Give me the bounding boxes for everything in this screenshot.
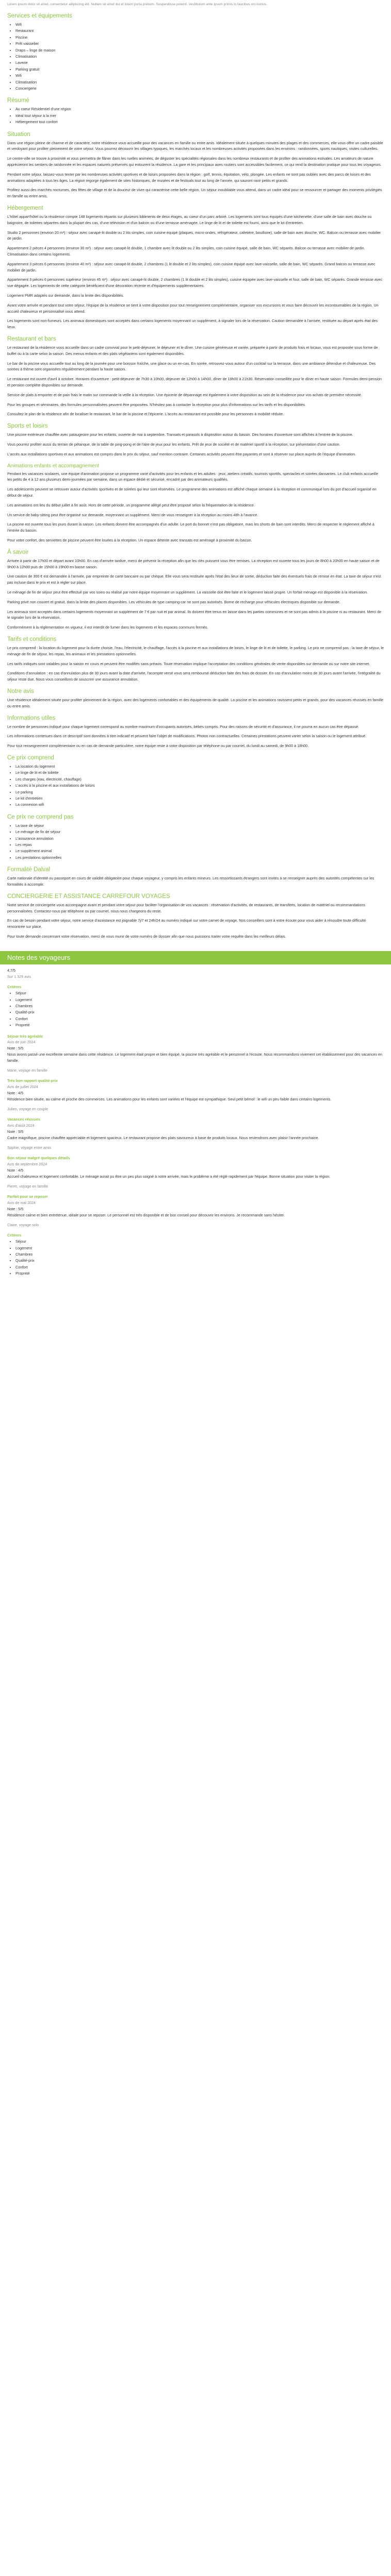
services-list xyxy=(7,22,384,92)
ce-prix-list xyxy=(7,764,384,808)
hebergement-heading: Hébergement xyxy=(7,205,43,212)
review-date: Avis d'août 2024 xyxy=(7,1123,35,1128)
list-item: • Chambres xyxy=(15,1003,384,1009)
hebergement-paragraph: Logement PMR adaptés sur demande, dans la limite des disponibilités. xyxy=(7,293,124,298)
list-item: • Draps – linge de maison xyxy=(15,47,384,54)
list-item: • Laverie xyxy=(15,60,384,66)
notre-avis-paragraph: Une résidence idéalement située pour profiter pleinement de la région, avec des logements confortables et des équipements de qualité. La piscine et les animations ravissent petits et grands, pour des vacances réussies en famille ou entre amis. xyxy=(7,697,384,708)
ne-comprend-pas-list xyxy=(7,823,384,861)
review-text: Résidence bien située, au calme et proche des commerces. Les animations pour les enfants sont variées et l'équipe est sympathique. Seul petit bémol : le wifi un peu faible dans certains logements. xyxy=(7,1096,332,1101)
list-item: • L'accès à la piscine et aux installations de loisirs xyxy=(15,783,384,789)
review-rating: Note : 5/5 xyxy=(7,1129,24,1134)
situation-paragraph: Profitez aussi des marchés nocturnes, des fêtes de village et de la douceur de vivre qui caractérise cette belle région. Un séjour inoubliable vous attend, dans un cadre idéal pour se ressourcer et partager des moments privilégiés en famille ou entre amis. xyxy=(7,188,382,199)
review-date: Avis de juillet 2024 xyxy=(7,1084,38,1090)
criteria-heading: Critères xyxy=(7,985,22,990)
review-author: Sophie, voyage entre amis xyxy=(7,1145,52,1150)
list-item: • Logement xyxy=(15,1245,384,1251)
review-text: Résidence calme et bien entretenue, idéale pour se reposer. Le personnel est très disponible et de bon conseil pour découvrir les environs. Je recommande sans hésiter. xyxy=(7,1212,285,1217)
review-title: Bon séjour malgré quelques détails xyxy=(7,1156,70,1161)
review-rating: Note : 5/5 xyxy=(7,1046,24,1051)
hebergement-paragraph: Studio 2 personnes (environ 20 m²) : séjour avec canapé-lit double ou 2 lits simples, coin cuisine équipé (plaques, micro-ondes, réfrigérateur, cafetière, bouilloire), salle de bain avec douche, WC. Balcon ou terrasse avec mobilier de jardin. xyxy=(7,230,381,241)
list-item: • Séjour xyxy=(15,1239,384,1245)
list-item: • Prêt vaisselier xyxy=(15,41,384,47)
list-item: • Logement xyxy=(15,997,384,1003)
restaurant-paragraph: Le restaurant de la résidence vous accueille dans un cadre convivial pour le petit-déjeuner, le déjeuner et le dîner. Une cuisine généreuse et variée, préparée à partir de produits frais et locaux, vous est proposée sous forme de buffet ou à la carte selon la saison. Des menus enfants et des plats végétariens sont également disponibles. xyxy=(7,345,378,356)
review-text: Accueil chaleureux et logement confortable. Le ménage aurait pu être un peu plus soigné à notre arrivée, mais le problème a été réglé rapidement par l'équipe. Bonne situation pour visiter la région. xyxy=(7,1174,331,1179)
ce-prix-heading: Ce prix comprend xyxy=(7,754,54,761)
restaurant-paragraph: Pour les groupes et séminaires, des formules personnalisées peuvent être proposées. N'hésitez pas à contacter la réception pour plus d'informations sur les tarifs et les disponibilités. xyxy=(7,402,306,407)
review-author: Claire, voyage solo xyxy=(7,1222,39,1227)
score-value: 4,7 xyxy=(7,968,12,973)
review-author: Marie, voyage en famille xyxy=(7,1067,47,1073)
resume-list xyxy=(7,106,384,125)
tarifs-paragraph: Le prix comprend : la location du logement pour la durée choisie, l'eau, l'électricité, le chauffage, l'accès à la piscine et aux installations de loisirs, le linge de lit et de toilette, le parking. Le prix ne comprend pas : la taxe de séjour, le ménage de fin de séjour, les repas, les animaux et les prestations optionnelles. xyxy=(7,645,384,656)
formalite-heading: Formalité Dalval xyxy=(7,867,51,873)
piscine-paragraph: La piscine est ouverte tous les jours durant la saison. Les enfants doivent être accompagnés d'un adulte. Le port du bonnet n'est pas obligatoire, mais les shorts de bain sont interdits. Merci de respecter le règlement affiché à l'entrée du bassin. xyxy=(7,522,374,533)
tarifs-paragraph: Les tarifs indiqués sont valables pour la saison en cours et peuvent être modifiés sans préavis. Toute réservation implique l'acceptation des conditions générales de vente disponibles sur demande ou sur notre site internet. xyxy=(7,661,370,666)
list-item: • Le ménage de fin de séjour xyxy=(15,829,384,835)
sports-paragraph: Une piscine extérieure chauffée avec pataugeoire pour les enfants, ouverte de mai à septembre. Transats et parasols à disposition autour du bassin. Des horaires d'ouverture sont affichés à l'entrée de la piscine. xyxy=(7,432,353,437)
list-item: • Au coeur Résidentiel d'une région xyxy=(15,106,384,112)
criteria-list xyxy=(7,990,384,1028)
tarifs-heading: Tarifs et conditions xyxy=(7,636,57,642)
review-title: Parfait pour se reposer xyxy=(7,1194,48,1199)
animations-paragraph: Les adolescents peuvent se retrouver autour d'activités sportives et de soirées qui leur sont réservées. Le programme des animations est affiché chaque semaine à la réception et communiqué lors du pot d'accueil organisé en début de séjour. xyxy=(7,487,377,498)
list-item: • La connexion wifi xyxy=(15,802,384,808)
conciergerie-paragraph: Pour toute demande concernant votre réservation, merci de vous munir de votre numéro de dossier afin que nous puissions traiter votre requête dans les meilleurs délais. xyxy=(7,934,286,939)
list-item: • Les repas xyxy=(15,842,384,848)
list-item: • Propreté xyxy=(15,1022,384,1028)
list-item: • Propreté xyxy=(15,1270,384,1277)
a-savoir-paragraph: Une caution de 300 € est demandée à l'arrivée, par empreinte de carte bancaire ou par chèque. Elle vous sera restituée après l'état des lieux de sortie, déduction faite des éventuels frais de remise en état. La taxe de séjour n'est pas incluse dans le prix et est à régler sur place. xyxy=(7,574,381,585)
restaurant-paragraph: Le bar de la piscine vous accueille tout au long de la journée pour une boisson fraîche, une glace ou un en-cas. En soirée, retrouvez-vous autour d'un cocktail sur la terrasse, dans une ambiance détendue et chaleureuse. Des soirées à thème sont organisées régulièrement pendant la haute saison. xyxy=(7,361,376,372)
list-item: • Le linge de lit et de toilette xyxy=(15,770,384,776)
list-item: • Climatisation xyxy=(15,79,384,86)
list-item: • Chambres xyxy=(15,1251,384,1258)
list-item: • La location du logement xyxy=(15,764,384,770)
list-item: • Parking gratuit xyxy=(15,66,384,73)
notre-avis-heading: Notre avis xyxy=(7,688,34,694)
review xyxy=(7,1116,384,1150)
review-rating: Note : 5/5 xyxy=(7,1206,24,1211)
a-savoir-heading: À savoir xyxy=(7,549,29,555)
top-note: Lorem ipsum dolor sit amet, consectetur adipiscing elit. Nullam sit amet dui et lorem porta pretium. Suspendisse potenti. Vestibulum ante ipsum primis in faucibus orci luctus. xyxy=(7,3,267,6)
review-text: Cadre magnifique, piscine chauffée appréciable et logement spacieux. Le restaurant propose des plats savoureux à base de produits locaux. Nous reviendrons avec plaisir l'année prochaine. xyxy=(7,1135,319,1140)
review-author: Julien, voyage en couple xyxy=(7,1106,48,1111)
notes-section xyxy=(0,968,391,1277)
resume-heading: Résumé xyxy=(7,97,29,104)
review-rating: Note : 4/5 xyxy=(7,1167,24,1173)
a-savoir-paragraph: Le ménage de fin de séjour peut être effectué par vos soins ou réalisé par notre équipe moyennant un supplément. La vaisselle doit être faite et le logement laissé propre. Un forfait ménage est disponible à la réservation. xyxy=(7,589,368,595)
situation-paragraph: Pendant votre séjour, laissez-vous tenter par les nombreuses activités sportives et de loisirs proposées dans la région : golf, tennis, équitation, vélo, plongée. Les enfants ne sont pas oubliés avec des parcs de loisirs et des animations adaptées à tous les âges. La région regorge également de sites historiques, de musées et de festivals tout au long de l'année, qui sauront ravir petits et grands. xyxy=(7,172,371,183)
list-item: • Piscine xyxy=(15,35,384,41)
situation-paragraph: Dans une région pleine de charme et de caractère, notre résidence vous accueille pour des vacances en famille ou entre amis. Idéalement située à quelques minutes des plages et des commerces, elle vous offre un cadre paisible et verdoyant pour profiter pleinement de votre séjour. Vous pourrez découvrir les villages typiques, les marchés locaux et les nombreuses activités proposées dans les environs : randonnées, sports nautiques, visites culturelles. xyxy=(7,140,383,151)
list-item: • Wifi xyxy=(15,73,384,79)
list-item: • Qualité-prix xyxy=(15,1258,384,1264)
a-savoir-paragraph: Les animaux sont acceptés dans certains logements moyennant un supplément de 7 € par nuit et par animal. Ils doivent être tenus en laisse dans les parties communes et ne sont pas admis à la piscine ni au restaurant. Merci de le signaler lors de la réservation. xyxy=(7,609,382,620)
list-item: • Le parking xyxy=(15,789,384,795)
list-item: • La taxe de séjour xyxy=(15,823,384,829)
hebergement-paragraph: Appartement 2 pièces 4 personnes (environ 30 m²) : séjour avec canapé-lit double, 1 chambre avec lit double ou 2 lits simples, coin cuisine équipé, salle de bain, WC séparés. Balcon ou terrasse avec mobilier de jardin. Climatisation dans certains logements. xyxy=(7,246,365,257)
review-date: Avis de septembre 2024 xyxy=(7,1162,47,1167)
services-heading: Services et équipements xyxy=(7,13,72,19)
infos-utiles-paragraph: Les informations contenues dans ce descriptif sont données à titre indicatif et peuvent faire l'objet de modifications. Photos non contractuelles. Certaines prestations peuvent varier selon la saison ou le logement attribué. xyxy=(7,734,367,739)
infos-utiles-heading: Informations utiles xyxy=(7,715,56,721)
review-title: Séjour très agréable xyxy=(7,1033,43,1039)
list-item: • Hébergement tout confort xyxy=(15,119,384,125)
list-item: • Confort xyxy=(15,1264,384,1270)
hebergement-paragraph: Les logements sont non-fumeurs. Les animaux domestiques sont acceptés dans certains logements moyennant un supplément, à signaler lors de la réservation. Caution demandée à l'arrivée, restituée au départ après état des lieux. xyxy=(7,318,378,330)
a-savoir-paragraph: Conformément à la réglementation en vigueur, il est interdit de fumer dans les logements et les espaces communs fermés. xyxy=(7,625,208,630)
review-text: Nous avons passé une excellente semaine dans cette résidence. Le logement était propre et bien équipé, la piscine très agréable et le personnel à l'écoute. Nous recommandons vivement cet établissement pour des vacances en famille. xyxy=(7,1052,382,1063)
a-savoir-paragraph: Parking privé non couvert et gratuit, dans la limite des places disponibles. Les véhicules de type camping-car ne sont pas autorisés. Borne de recharge pour véhicules électriques disponible sur demande. xyxy=(7,599,340,604)
restaurant-heading: Restaurant et bars xyxy=(7,336,56,343)
review xyxy=(7,1155,384,1189)
situation-heading: Situation xyxy=(7,131,30,138)
ne-comprend-pas-heading: Ce prix ne comprend pas xyxy=(7,814,74,820)
list-item: • Le kit d'entretien xyxy=(15,795,384,802)
list-item: • Les charges (eau, électricité, chauffage) xyxy=(15,776,384,783)
content xyxy=(0,12,391,940)
sports-paragraph: L'accès aux installations sportives et aux animations est compris dans le prix du séjour, sauf mention contraire. Certaines activités peuvent être payantes et sont à réserver sur place auprès de l'équipe d'animation. xyxy=(7,451,356,456)
list-item: • Séjour xyxy=(15,990,384,996)
situation-paragraph: Le centre-ville se trouve à proximité et vous permettra de flâner dans les ruelles animées, de déguster les spécialités régionales dans les nombreux restaurants et de profiter des animations estivales. Les amateurs de nature apprécieront les sentiers de randonnée et les espaces naturels préservés qui entourent la résidence. La gare et les principaux axes routiers sont accessibles facilement, ce qui rend la destination pratique pour tous les voyageurs. xyxy=(7,156,382,167)
list-item: • Idéal tout séjour à la mer xyxy=(15,113,384,119)
score-max: /5 xyxy=(12,968,15,973)
bottom-list-heading: Critères xyxy=(7,1233,22,1238)
infos-utiles-paragraph: Le nombre de personnes indiqué pour chaque logement correspond au nombre maximum d'occupants autorisés, bébés compris. Pour des raisons de sécurité et d'assurance, il ne pourra en aucun cas être dépassé. xyxy=(7,724,359,729)
hebergement-paragraph: Appartement 3 pièces 6 personnes supérieur (environ 45 m²) : séjour avec canapé-lit double, 2 chambres (1 lit double et 2 lits simples), cuisine équipée avec lave-vaisselle et four, salle de bain, WC séparés. Grande terrasse avec vue dégagée. Les logements de cette catégorie bénéficient d'une décoration récente et d'équipements supplémentaires. xyxy=(7,277,383,289)
review-title: Vacances réussies xyxy=(7,1117,40,1122)
hebergement-paragraph: Avant votre arrivée et pendant tout votre séjour, l'équipe de la résidence se tient à votre disposition pour tout renseignement complémentaire, organiser vos excursions et vous faire découvrir les incontournables de la région. Un accueil chaleureux et personnalisé vous attend. xyxy=(7,302,379,314)
list-item: • Conciergerie xyxy=(15,86,384,92)
piscine-paragraph: Pour votre confort, des serviettes de piscine peuvent être louées à la réception. Un espace détente avec transats est aménagé à proximité du bassin. xyxy=(7,537,252,543)
notes-banner xyxy=(0,951,391,964)
tarifs-paragraph: Conditions d'annulation : en cas d'annulation plus de 30 jours avant la date d'arrivée, l'acompte versé vous sera remboursé déduction faite des frais de dossier. En cas d'annulation moins de 30 jours avant l'arrivée, l'intégralité du séjour reste due. Nous vous conseillons de souscrire une assurance annulation. xyxy=(7,671,381,682)
animations-heading: Animations enfants et accompagnement xyxy=(7,463,100,469)
formalite-paragraph: Carte nationale d'identité ou passeport en cours de validité obligatoire pour chaque voyageur, y compris les enfants mineurs. Les ressortissants étrangers sont invités à se renseigner auprès des autorités compétentes sur les formalités à accomplir. xyxy=(7,876,374,887)
animations-paragraph: Un service de baby-sitting peut être organisé sur demande, moyennant un supplément. Merci de vous renseigner à la réception au moins 48h à l'avance. xyxy=(7,512,258,517)
list-item: • Restaurant xyxy=(15,28,384,34)
review xyxy=(7,1033,384,1074)
notes-score xyxy=(7,968,384,974)
sports-paragraph: Vous pourrez profiter aussi du terrain de pétanque, de la table de ping-pong et de l'aire de jeux pour les enfants. Prêt de jeux de société et de matériel sportif à la réception, sur présentation d'une caution. xyxy=(7,442,340,447)
review xyxy=(7,1078,384,1112)
restaurant-paragraph: Service de plats à emporter et de pain frais le matin sur commande la veille à la réception. Une épicerie de dépannage est également à votre disposition au sein de la résidence pour vos achats de première nécessité. xyxy=(7,392,362,397)
list-item: • Le supplément animal xyxy=(15,848,384,854)
restaurant-paragraph: Consultez le plan de la résidence afin de localiser le restaurant, le bar de la piscine et l'épicerie. L'accès au restaurant est possible pour les personnes à mobilité réduite. xyxy=(7,412,284,417)
hebergement-paragraph: Appartement 3 pièces 6 personnes (environ 40 m²) : séjour avec canapé-lit double, 2 chambres (1 lit double et 2 lits simples), coin cuisine équipé avec lave-vaisselle, salle de bain, WC séparés. Grand balcon ou terrasse avec mobilier de jardin. xyxy=(7,261,376,273)
review-author: Pierre, voyage en famille xyxy=(7,1183,48,1189)
list-item: • Climatisation xyxy=(15,54,384,60)
list-item: • Qualité-prix xyxy=(15,1009,384,1015)
list-item: • L'assurance annulation xyxy=(15,836,384,842)
a-savoir-paragraph: Arrivée à partir de 17h00 et départ avant 10h00. En cas d'arrivée tardive, merci de prévenir la réception afin que les clés puissent vous être remises. La réception est ouverte tous les jours de 8h00 à 20h00 en haute saison et de 9h00 à 12h00 puis de 15h00 à 19h00 en basse saison. xyxy=(7,558,380,569)
review-date: Avis de juin 2024 xyxy=(7,1040,36,1045)
conciergerie-paragraph: Notre service de conciergerie vous accompagne avant et pendant votre séjour pour faciliter l'organisation de vos vacances : réservation d'activités, de restaurants, de transferts, location de matériel ou recommandations personnalisées. Contactez-nous par téléphone ou par courriel, nous nous chargeons du reste. xyxy=(7,902,365,913)
bottom-list xyxy=(7,1239,384,1277)
animations-paragraph: Pendant les vacances scolaires, une équipe d'animation propose un programme varié d'activités pour les enfants et les adultes : jeux, ateliers créatifs, tournois sportifs, spectacles et soirées dansantes. Le club enfants accueille les petits de 4 à 12 ans plusieurs demi-journées par semaine, dans un espace dédié et sécurisé, encadré par des animateurs qualifiés. xyxy=(7,471,379,482)
animations-paragraph: Les animations ont lieu du début juillet à fin août. Hors de cette période, un programme allégé peut être proposé selon la fréquentation de la résidence. xyxy=(7,502,255,507)
conciergerie-heading: CONCIERGERIE ET ASSISTANCE CARREFOUR VOYAGES xyxy=(7,893,170,900)
list-item: • Les prestations optionnelles xyxy=(15,855,384,861)
sports-heading: Sports et loisirs xyxy=(7,423,48,430)
restaurant-paragraph: Le restaurant est ouvert d'avril à octobre. Horaires d'ouverture : petit-déjeuner de 7h30 à 10h00, déjeuner de 12h00 à 14h00, dîner de 19h00 à 21h30. Réservation conseillée pour le dîner en haute saison. Formules demi-pension et pension complète disponibles sur demande. xyxy=(7,377,382,387)
review-date: Avis de mai 2024 xyxy=(7,1200,36,1206)
hebergement-paragraph: L'hôtel appart'hôtel ou la résidence compte 148 logements répartis sur plusieurs bâtiments de deux étages, au coeur d'un parc arboré. Les logements sont tous équipés d'une kitchenette, d'une salle de bain avec douche ou baignoire, de toilettes séparées dans la plupart des cas, d'une télévision et d'un balcon ou d'une terrasse aménagée. Le linge de lit et de toilette est fourni, ainsi que le kit d'entretien. xyxy=(7,214,372,225)
list-item: • Wifi xyxy=(15,22,384,28)
review-rating: Note : 4/5 xyxy=(7,1090,24,1095)
notes-basis: Sur 1 329 avis xyxy=(7,974,31,979)
notes-banner-title: Notes des voyageurs xyxy=(7,953,71,961)
infos-utiles-paragraph: Pour tout renseignement complémentaire ou en cas de demande particulière, notre équipe reste à votre disposition par téléphone ou par courriel, du lundi au samedi, de 9h00 à 18h00. xyxy=(7,743,309,749)
review xyxy=(7,1194,384,1228)
conciergerie-paragraph: En cas de besoin pendant votre séjour, notre service d'assistance est joignable 7j/7 et 24h/24 au numéro indiqué sur votre carnet de voyage. Nos conseillers sont à votre écoute pour vous aider à résoudre toute difficulté rencontrée sur place. xyxy=(7,918,366,929)
review-title: Très bon rapport qualité-prix xyxy=(7,1078,58,1083)
list-item: • Confort xyxy=(15,1016,384,1022)
